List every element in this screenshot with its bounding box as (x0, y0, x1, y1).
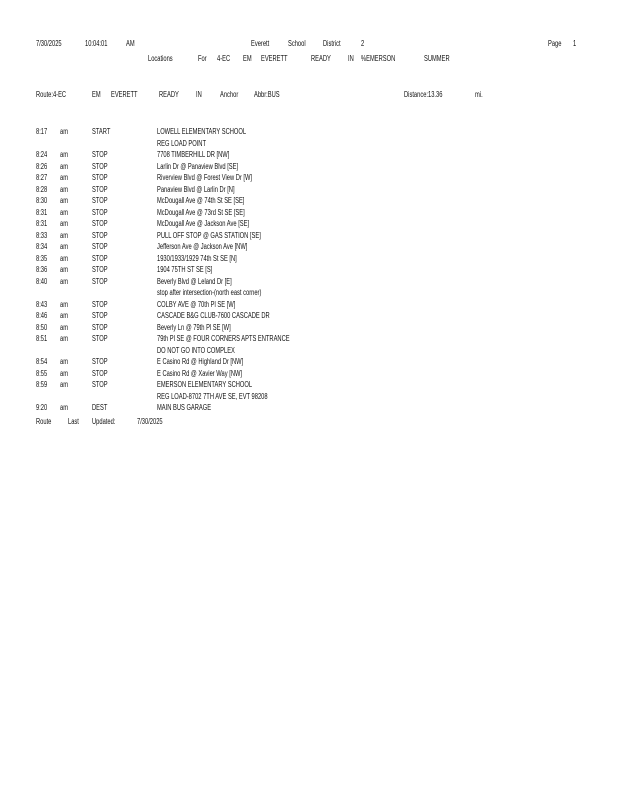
stop-row (0, 277, 618, 288)
stop-location: Riverview Blvd @ Forest View Dr [W] (157, 173, 253, 182)
stop-ampm: am (60, 150, 69, 159)
district-word-1: Everett (251, 39, 270, 48)
stop-type: STOP (92, 231, 108, 240)
stop-row (0, 173, 618, 184)
stop-ampm: am (60, 334, 69, 343)
route-code: Route:4-EC (36, 90, 67, 99)
stop-row (0, 219, 618, 230)
stop-time: 8:17 (36, 127, 48, 136)
stop-time: 8:31 (36, 219, 48, 228)
stop-ampm: am (60, 277, 69, 286)
route-word-2: EVERETT (111, 90, 138, 99)
stop-location: McDougall Ave @ 74th St SE [SE] (157, 196, 245, 205)
stop-ampm: am (60, 254, 69, 263)
subtitle-word-4: EM (243, 54, 252, 63)
stop-ampm: am (60, 300, 69, 309)
route-word-1: EM (92, 90, 101, 99)
stop-time: 8:50 (36, 323, 48, 332)
stop-row (0, 392, 618, 403)
stop-time: 8:28 (36, 185, 48, 194)
stop-ampm: am (60, 196, 69, 205)
stop-location: 1904 75TH ST SE [S] (157, 265, 213, 274)
stop-ampm: am (60, 265, 69, 274)
stop-location: LOWELL ELEMENTARY SCHOOL (157, 127, 247, 136)
stop-location: CASCADE B&G CLUB-7600 CASCADE DR (157, 311, 270, 320)
stop-ampm: am (60, 403, 69, 412)
stop-row (0, 196, 618, 207)
stop-ampm: am (60, 380, 69, 389)
stop-type: STOP (92, 162, 108, 171)
page-number: 1 (573, 39, 577, 48)
stop-row (0, 231, 618, 242)
stop-ampm: am (60, 127, 69, 136)
stop-type: STOP (92, 196, 108, 205)
stop-location: stop after intersection-(north east corner) (157, 288, 262, 297)
stop-location: Jefferson Ave @ Jackson Ave [NW] (157, 242, 248, 251)
stop-row (0, 300, 618, 311)
stop-type: STOP (92, 173, 108, 182)
stop-ampm: am (60, 242, 69, 251)
stop-ampm: am (60, 357, 69, 366)
route-word-3: READY (159, 90, 179, 99)
district-word-2: School (288, 39, 306, 48)
stop-location: 79th Pl SE @ FOUR CORNERS APTS ENTRANCE (157, 334, 290, 343)
stop-type: STOP (92, 380, 108, 389)
subtitle-word-9: SUMMER (424, 54, 450, 63)
stop-type: STOP (92, 254, 108, 263)
stop-row (0, 323, 618, 334)
stop-time: 8:55 (36, 369, 48, 378)
stop-ampm: am (60, 311, 69, 320)
stop-location: REG LOAD-8702 7TH AVE SE, EVT 98208 (157, 392, 268, 401)
stop-type: DEST (92, 403, 108, 412)
stop-row (0, 311, 618, 322)
stop-type: STOP (92, 277, 108, 286)
stop-type: STOP (92, 242, 108, 251)
stop-location: McDougall Ave @ Jackson Ave [SE] (157, 219, 250, 228)
stop-row (0, 139, 618, 150)
stop-location: DO NOT GO INTO COMPLEX (157, 346, 235, 355)
stop-type: STOP (92, 311, 108, 320)
stop-ampm: am (60, 219, 69, 228)
stop-location: EMERSON ELEMENTARY SCHOOL (157, 380, 253, 389)
stop-ampm: am (60, 323, 69, 332)
stop-location: MAIN BUS GARAGE (157, 403, 212, 412)
report-date: 7/30/2025 (36, 39, 62, 48)
route-distance: Distance:13.36 (404, 90, 443, 99)
stop-row (0, 208, 618, 219)
stop-row (0, 334, 618, 345)
stop-ampm: am (60, 173, 69, 182)
stop-time: 8:33 (36, 231, 48, 240)
stop-ampm: am (60, 208, 69, 217)
subtitle-word-2: For (198, 54, 207, 63)
stop-row (0, 380, 618, 391)
stop-type: STOP (92, 323, 108, 332)
stop-type: STOP (92, 265, 108, 274)
stop-time: 8:35 (36, 254, 48, 263)
stop-ampm: am (60, 369, 69, 378)
stop-location: COLBY AVE @ 70th Pl SE [W] (157, 300, 236, 309)
stop-row (0, 369, 618, 380)
stop-ampm: am (60, 231, 69, 240)
stop-row (0, 185, 618, 196)
route-word-5: Anchor (220, 90, 239, 99)
footer-word-2: Last (68, 417, 79, 426)
subtitle-word-6: READY (311, 54, 331, 63)
stop-time: 8:31 (36, 208, 48, 217)
stop-row (0, 265, 618, 276)
stop-time: 8:26 (36, 162, 48, 171)
stop-type: STOP (92, 150, 108, 159)
stop-row (0, 162, 618, 173)
stop-type: STOP (92, 185, 108, 194)
stop-location: 1930/1933/1929 74th St SE [N] (157, 254, 237, 263)
stop-location: 7708 TIMBERHILL DR [NW] (157, 150, 230, 159)
stop-row (0, 254, 618, 265)
route-word-4: IN (196, 90, 202, 99)
subtitle-word-1: Locations (148, 54, 173, 63)
stop-time: 8:54 (36, 357, 48, 366)
stop-type: STOP (92, 300, 108, 309)
footer-word-3: Updated: (92, 417, 116, 426)
stop-time: 8:34 (36, 242, 48, 251)
stop-type: STOP (92, 208, 108, 217)
stop-row (0, 288, 618, 299)
stop-type: STOP (92, 369, 108, 378)
report-time: 10:04:01 (85, 39, 108, 48)
footer-word-1: Route (36, 417, 52, 426)
stop-row (0, 357, 618, 368)
stop-location: Panaview Blvd @ Larlin Dr [N] (157, 185, 235, 194)
stop-location: Beverly Blvd @ Leland Dr [E] (157, 277, 232, 286)
page-label: Page (548, 39, 562, 48)
district-word-4: 2 (361, 39, 365, 48)
subtitle-word-5: EVERETT (261, 54, 288, 63)
stop-time: 9:20 (36, 403, 48, 412)
stop-time: 8:46 (36, 311, 48, 320)
footer-date: 7/30/2025 (137, 417, 163, 426)
route-distance-unit: mi. (475, 90, 483, 99)
stop-row (0, 242, 618, 253)
stop-location: E Casino Rd @ Xavier Way [NW] (157, 369, 243, 378)
stop-time: 8:36 (36, 265, 48, 274)
stop-type: STOP (92, 219, 108, 228)
stop-location: Larlin Dr @ Panaview Blvd [SE] (157, 162, 239, 171)
stop-ampm: am (60, 185, 69, 194)
stop-type: STOP (92, 357, 108, 366)
stop-time: 8:40 (36, 277, 48, 286)
stop-time: 8:30 (36, 196, 48, 205)
stop-location: E Casino Rd @ Highland Dr [NW] (157, 357, 244, 366)
report-ampm: AM (126, 39, 135, 48)
subtitle-word-3: 4-EC (217, 54, 231, 63)
stop-location: PULL OFF STOP @ GAS STATION [SE] (157, 231, 261, 240)
stop-type: STOP (92, 334, 108, 343)
stop-row (0, 150, 618, 161)
stop-ampm: am (60, 162, 69, 171)
stop-location: REG LOAD POINT (157, 139, 206, 148)
route-word-6: Abbr:BUS (254, 90, 280, 99)
stop-time: 8:43 (36, 300, 48, 309)
stop-row (0, 403, 618, 414)
stop-location: McDougall Ave @ 73rd St SE [SE] (157, 208, 245, 217)
stop-time: 8:24 (36, 150, 48, 159)
stop-time: 8:59 (36, 380, 48, 389)
stop-row (0, 127, 618, 138)
subtitle-word-7: IN (348, 54, 354, 63)
district-word-3: District (323, 39, 341, 48)
subtitle-word-8: %EMERSON (361, 54, 396, 63)
stop-type: START (92, 127, 111, 136)
stop-row (0, 346, 618, 357)
stop-time: 8:51 (36, 334, 48, 343)
stop-location: Beverly Ln @ 79th Pl SE [W] (157, 323, 231, 332)
stop-time: 8:27 (36, 173, 48, 182)
